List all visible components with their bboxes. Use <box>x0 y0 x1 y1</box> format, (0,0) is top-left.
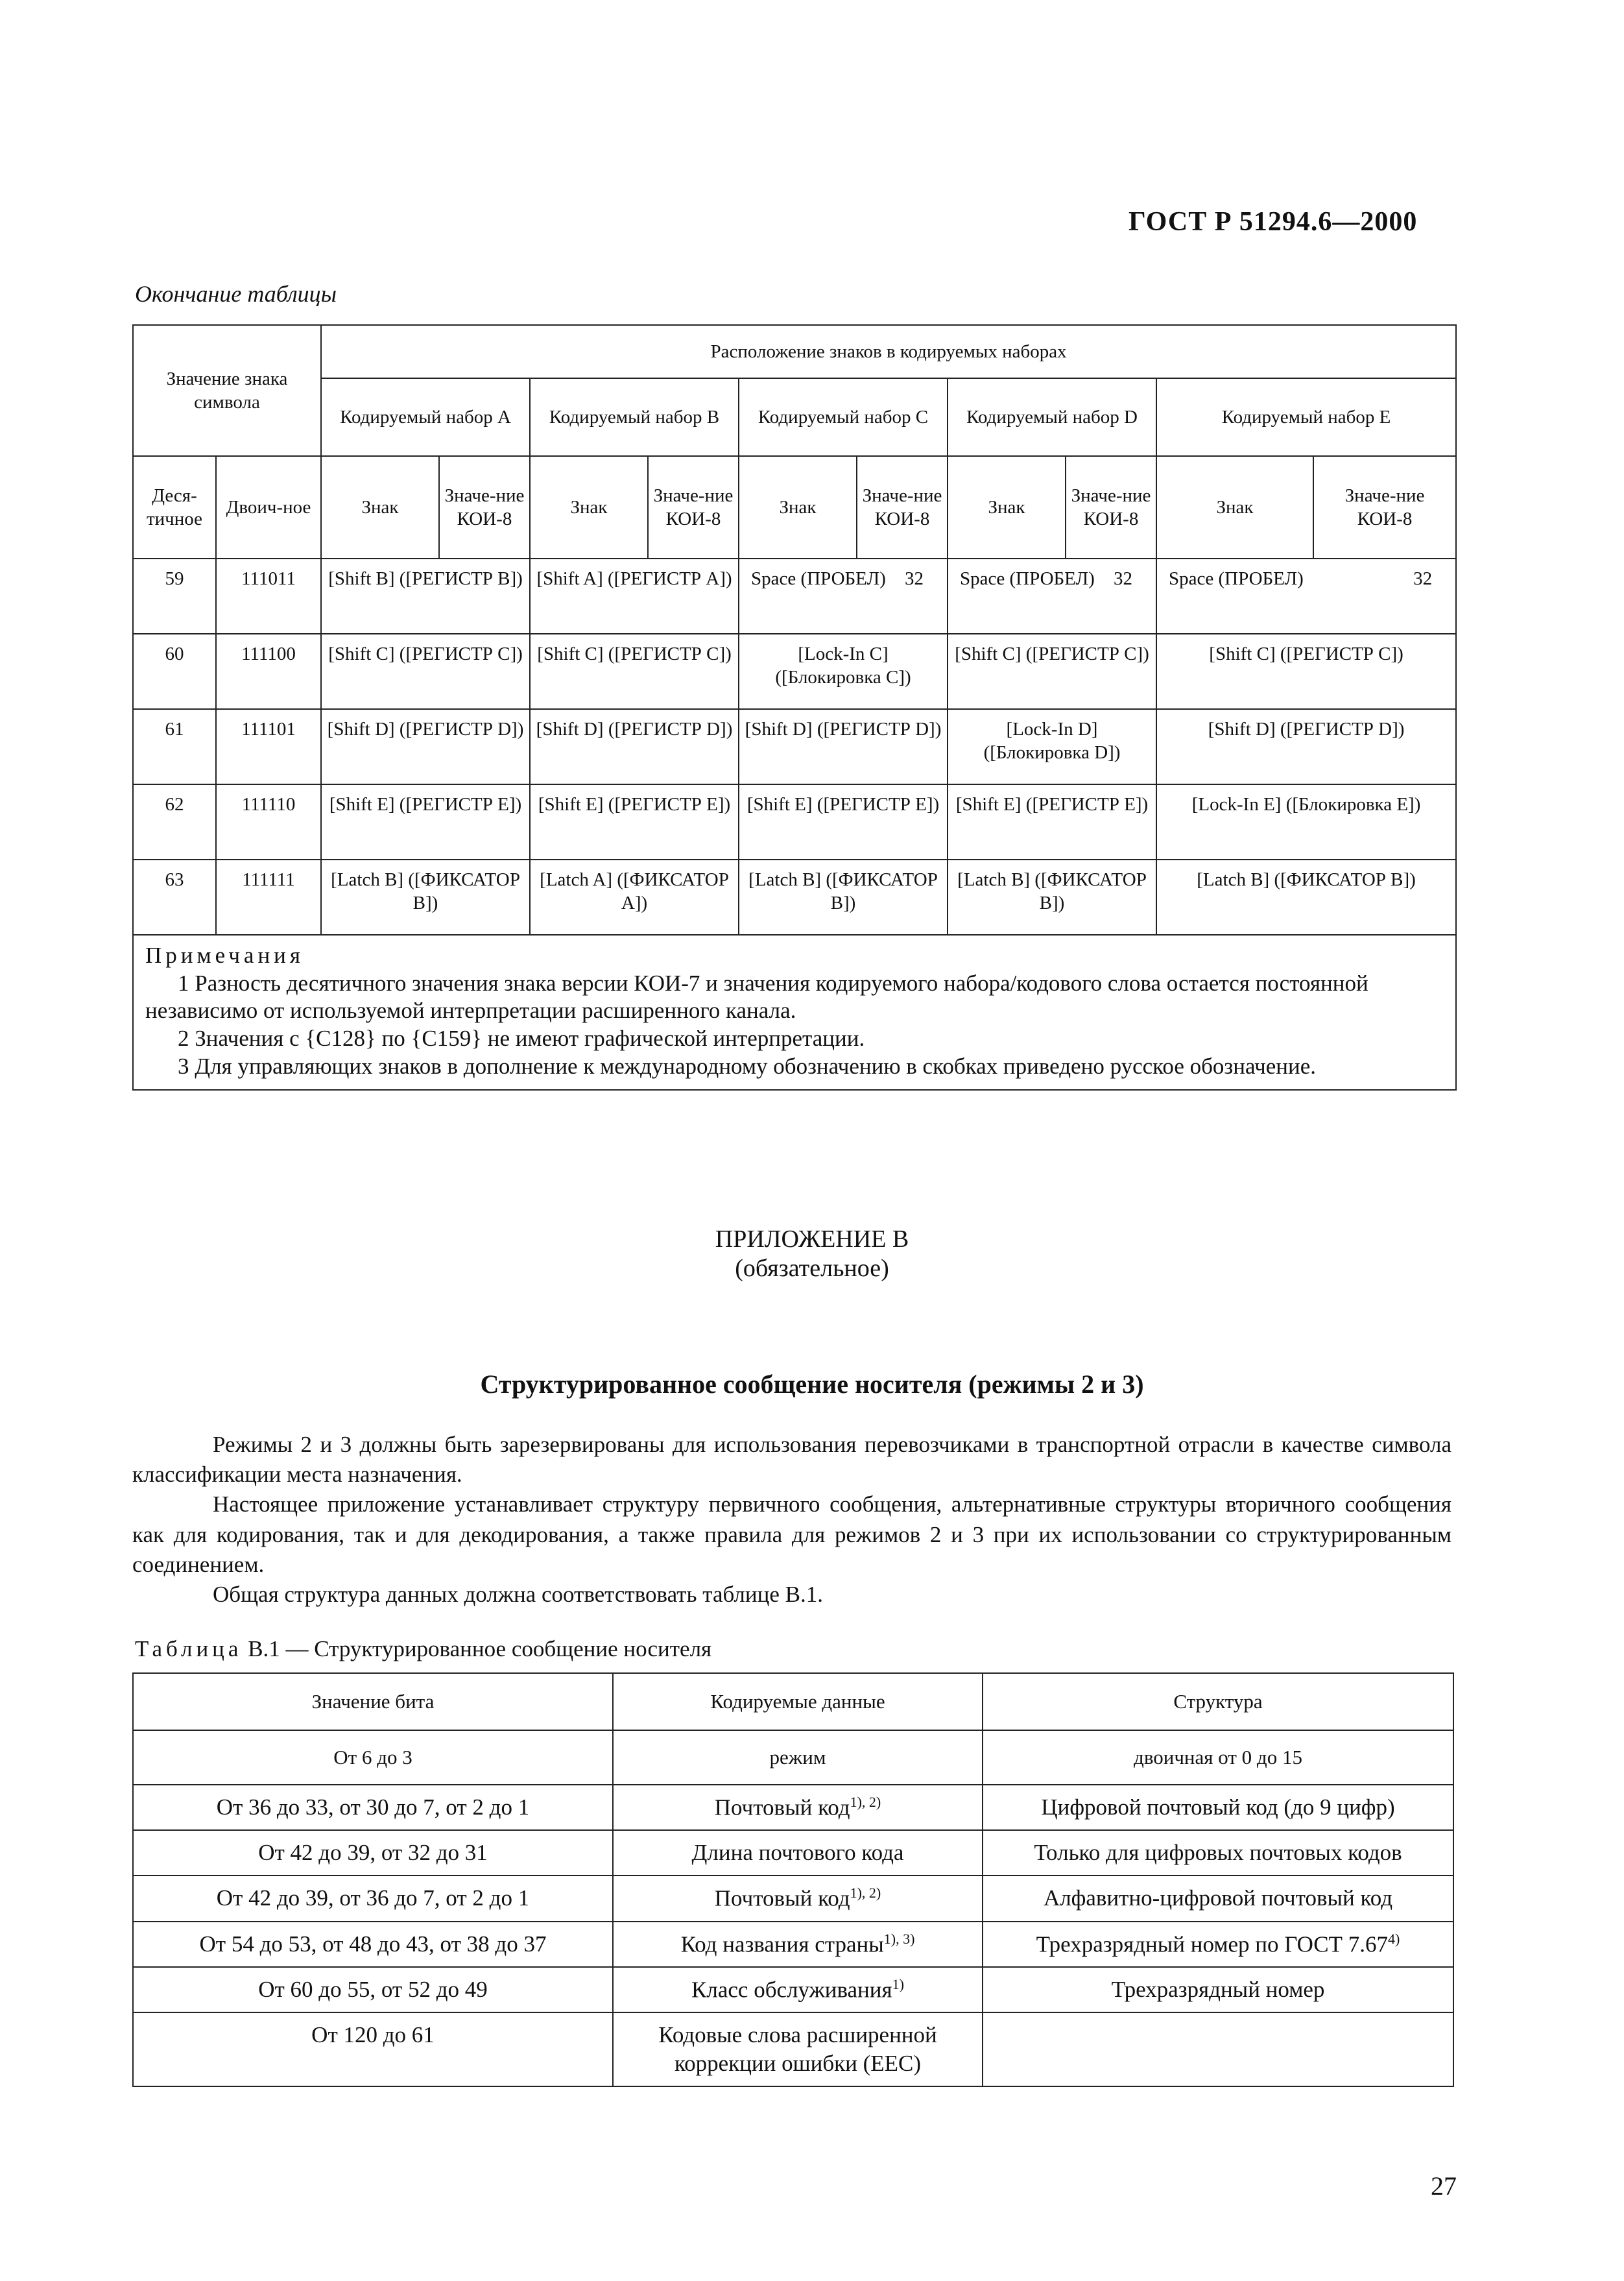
bits-cell: От 6 до 3 <box>133 1730 613 1785</box>
set-a-cell: [Shift E] ([РЕГИСТР E]) <box>321 784 530 860</box>
structure-cell: Алфавитно-цифровой почтовый код <box>983 1876 1453 1921</box>
sign-text: Space (ПРОБЕЛ) <box>960 568 1095 589</box>
header-sign: Знак <box>530 456 648 559</box>
set-a-cell: [Shift C] ([РЕГИСТР C]) <box>321 634 530 709</box>
note-item: 3 Для управляющих знаков в дополнение к международному обозначению в скобках приведено русское обозначение. <box>178 1053 1316 1079</box>
data-cell <box>613 1876 983 1921</box>
table-row <box>133 634 1456 709</box>
data-cell: Кодовые слова расширенной коррекции ошибки (ЕЕС) <box>613 2012 983 2086</box>
set-e-cell: [Lock-In E] ([Блокировка E]) <box>1156 784 1456 860</box>
page-number: 27 <box>1431 2171 1457 2201</box>
header-structure: Структура <box>983 1673 1453 1730</box>
bits-cell: От 42 до 39, от 32 до 31 <box>133 1830 613 1876</box>
binary-cell: 111111 <box>216 860 321 935</box>
header-koi8: Значе-ние КОИ-8 <box>648 456 739 559</box>
sign-text: Space (ПРОБЕЛ) <box>1169 568 1304 589</box>
header-sign: Знак <box>321 456 439 559</box>
paragraph: Настоящее приложение устанавливает структуру первичного сообщения, альтернативные структуры вторичного сообщения как для кодирования, так и для декодирования, а также правила для режимов 2 и 3 при их использовании со структурированным соединением. <box>132 1491 1451 1577</box>
header-sign: Знак <box>1156 456 1313 559</box>
table-row <box>133 784 1456 860</box>
binary-cell: 111110 <box>216 784 321 860</box>
structure-cell <box>983 1922 1453 1967</box>
paragraph: Режимы 2 и 3 должны быть зарезервированы для использования перевозчиками в транспортной отрасли в качестве символа классификации места назначения. <box>132 1432 1451 1488</box>
decimal-cell: 63 <box>133 860 216 935</box>
paragraph: Общая структура данных должна соответствовать таблице В.1. <box>213 1581 823 1607</box>
header-encoded-data: Кодируемые данные <box>613 1673 983 1730</box>
decimal-cell: 62 <box>133 784 216 860</box>
footnote-ref: 1), 2) <box>850 1794 881 1810</box>
structure-cell: Трехразрядный номер <box>983 1967 1453 2012</box>
set-c-cell: [Lock-In C] ([Блокировка C]) <box>739 634 948 709</box>
bits-cell: От 42 до 39, от 36 до 7, от 2 до 1 <box>133 1876 613 1921</box>
set-b-cell: [Latch A] ([ФИКСАТОР A]) <box>530 860 739 935</box>
footnote-ref: 4) <box>1388 1930 1400 1947</box>
structure-cell: двоичная от 0 до 15 <box>983 1730 1453 1785</box>
structure-cell: Только для цифровых почтовых кодов <box>983 1830 1453 1876</box>
table-b1-caption <box>135 1636 711 1662</box>
header-set-e: Кодируемый набор E <box>1156 378 1456 456</box>
bits-cell: От 120 до 61 <box>133 2012 613 2086</box>
set-a-cell: [Shift B] ([РЕГИСТР B]) <box>321 559 530 634</box>
bits-cell: От 54 до 53, от 48 до 43, от 38 до 37 <box>133 1922 613 1967</box>
set-d-cell: [Latch B] ([ФИКСАТОР B]) <box>948 860 1156 935</box>
koi8-value: 32 <box>905 568 924 589</box>
set-b-cell: [Shift D] ([РЕГИСТР D]) <box>530 709 739 784</box>
data-cell <box>613 1785 983 1830</box>
appendix-heading: Структурированное сообщение носителя (режимы 2 и 3) <box>480 1370 1144 1399</box>
appendix-title: ПРИЛОЖЕНИЕ В <box>715 1225 909 1253</box>
appendix-status: (обязательное) <box>735 1254 889 1282</box>
set-e-cell <box>1156 559 1456 634</box>
table-row <box>133 1785 1453 1830</box>
header-koi8: Значе-ние КОИ-8 <box>1313 456 1456 559</box>
set-d-cell: [Shift C] ([РЕГИСТР C]) <box>948 634 1156 709</box>
header-bit-value: Значение бита <box>133 1673 613 1730</box>
table-row <box>133 1730 1453 1785</box>
appendix-body <box>132 1430 1451 1610</box>
set-d-cell: [Shift E] ([РЕГИСТР E]) <box>948 784 1156 860</box>
footnote-ref: 1), 3) <box>883 1930 915 1947</box>
binary-cell: 111101 <box>216 709 321 784</box>
decimal-cell: 61 <box>133 709 216 784</box>
bits-cell: От 60 до 55, от 52 до 49 <box>133 1967 613 2012</box>
data-text: Код названия страны <box>680 1931 884 1957</box>
header-koi8: Значе-ние КОИ-8 <box>1066 456 1156 559</box>
set-b-cell: [Shift E] ([РЕГИСТР E]) <box>530 784 739 860</box>
data-text: Почтовый код <box>714 1885 850 1911</box>
binary-cell: 111011 <box>216 559 321 634</box>
data-text: Почтовый код <box>714 1794 850 1820</box>
header-set-a: Кодируемый набор A <box>321 378 530 456</box>
table-row <box>133 709 1456 784</box>
structure-cell: Цифровой почтовый код (до 9 цифр) <box>983 1785 1453 1830</box>
header-set-b: Кодируемый набор B <box>530 378 739 456</box>
table-continuation-caption: Окончание таблицы <box>135 281 337 307</box>
data-cell: режим <box>613 1730 983 1785</box>
header-sign: Знак <box>739 456 857 559</box>
caption-text: В.1 — Структурированное сообщение носителя <box>242 1636 712 1661</box>
header-koi8: Значе-ние КОИ-8 <box>439 456 530 559</box>
table-row <box>133 559 1456 634</box>
table-row <box>133 1876 1453 1921</box>
note-item: 2 Значения с {С128} по {С159} не имеют графической интерпретации. <box>178 1026 865 1052</box>
header-decimal: Деся-тичное <box>133 456 216 559</box>
bits-cell: От 36 до 33, от 30 до 7, от 2 до 1 <box>133 1785 613 1830</box>
header-set-d: Кодируемый набор D <box>948 378 1156 456</box>
structure-text: Трехразрядный номер по ГОСТ 7.67 <box>1036 1931 1389 1957</box>
note-item: 1 Разность десятичного значения знака версии КОИ-7 и значения кодируемого набора/кодового слова остается постоянной независимо от используемой интерпретации расширенного канала. <box>145 970 1368 1024</box>
decimal-cell: 59 <box>133 559 216 634</box>
carrier-message-table <box>132 1672 1454 2087</box>
header-symbol-value: Значение знака символа <box>133 325 321 456</box>
koi8-value: 32 <box>1114 568 1133 589</box>
caption-label: Таблица <box>135 1636 243 1661</box>
character-sets-table <box>132 324 1457 1091</box>
data-cell <box>613 1967 983 2012</box>
notes-title: Примечания <box>145 943 305 968</box>
decimal-cell: 60 <box>133 634 216 709</box>
footnote-ref: 1), 2) <box>850 1885 881 1901</box>
header-set-c: Кодируемый набор C <box>739 378 948 456</box>
document-code-header: ГОСТ Р 51294.6—2000 <box>1128 207 1418 237</box>
set-c-cell <box>739 559 948 634</box>
table-notes <box>133 935 1456 1090</box>
table-row <box>133 2012 1453 2086</box>
set-d-cell: [Lock-In D] ([Блокировка D]) <box>948 709 1156 784</box>
sign-text: Space (ПРОБЕЛ) <box>751 568 886 589</box>
table-row <box>133 860 1456 935</box>
binary-cell: 111100 <box>216 634 321 709</box>
appendix-title-block <box>0 1225 1624 1283</box>
koi8-value: 32 <box>1413 568 1433 589</box>
set-c-cell: [Latch B] ([ФИКСАТОР B]) <box>739 860 948 935</box>
set-a-cell: [Shift D] ([РЕГИСТР D]) <box>321 709 530 784</box>
table-row <box>133 1967 1453 2012</box>
header-binary: Двоич-ное <box>216 456 321 559</box>
data-text: Класс обслуживания <box>691 1977 892 2003</box>
set-d-cell <box>948 559 1156 634</box>
set-e-cell: [Latch B] ([ФИКСАТОР B]) <box>1156 860 1456 935</box>
header-sign: Знак <box>948 456 1066 559</box>
set-c-cell: [Shift D] ([РЕГИСТР D]) <box>739 709 948 784</box>
data-cell: Длина почтового кода <box>613 1830 983 1876</box>
footnote-ref: 1) <box>892 1975 904 1992</box>
set-c-cell: [Shift E] ([РЕГИСТР E]) <box>739 784 948 860</box>
structure-cell <box>983 2012 1453 2086</box>
set-e-cell: [Shift C] ([РЕГИСТР C]) <box>1156 634 1456 709</box>
table-row <box>133 1922 1453 1967</box>
set-a-cell: [Latch B] ([ФИКСАТОР B]) <box>321 860 530 935</box>
set-b-cell: [Shift C] ([РЕГИСТР C]) <box>530 634 739 709</box>
table-row <box>133 1830 1453 1876</box>
set-e-cell: [Shift D] ([РЕГИСТР D]) <box>1156 709 1456 784</box>
set-b-cell: [Shift A] ([РЕГИСТР A]) <box>530 559 739 634</box>
data-cell <box>613 1922 983 1967</box>
header-sets-location: Расположение знаков в кодируемых наборах <box>321 325 1456 378</box>
header-koi8: Значе-ние КОИ-8 <box>857 456 948 559</box>
